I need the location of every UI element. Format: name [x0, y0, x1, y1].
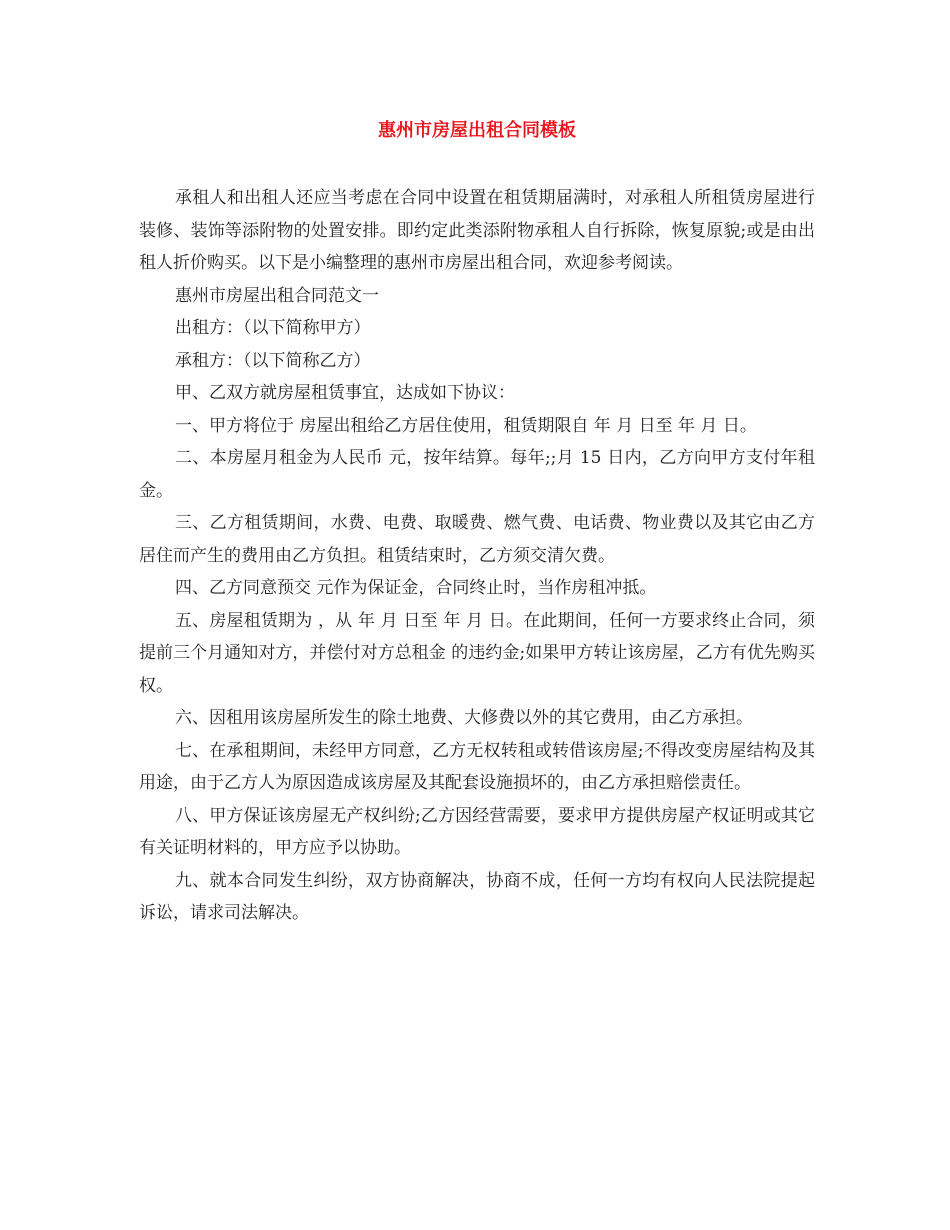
agreement-intro: 甲、乙双方就房屋租赁事宜，达成如下协议：	[175, 383, 515, 403]
document-body	[139, 182, 815, 930]
clause-1: 一、甲方将位于 房屋出租给乙方居住使用，租赁期限自 年 月 日至 年 月 日。	[175, 415, 757, 436]
sample-heading: 惠州市房屋出租合同范文一	[175, 285, 379, 306]
clause-3: 三、乙方租赁期间，水费、电费、取暖费、燃气费、电话费、物业费以及其它由乙方居住而产生的费用由乙方负担。租赁结束时，乙方须交清欠费。	[139, 513, 815, 566]
clause-4: 四、乙方同意预交 元作为保证金，合同终止时，当作房租冲抵。	[175, 578, 657, 598]
clause-8: 八、甲方保证该房屋无产权纠纷;乙方因经营需要，要求甲方提供房屋产权证明或其它有关证明材料的，甲方应予以协助。	[139, 805, 815, 858]
clause-6: 六、因租用该房屋所发生的除土地费、大修费以外的其它费用，由乙方承担。	[175, 708, 753, 728]
lessor-line: 出租方：（以下简称甲方）	[175, 318, 371, 338]
clause-9: 九、就本合同发生纠纷，双方协商解决，协商不成，任何一方均有权向人民法院提起诉讼，请求司法解决。	[139, 870, 815, 923]
intro-paragraph: 承租人和出租人还应当考虑在合同中设置在租赁期届满时，对承租人所租赁房屋进行装修、装饰等添附物的处置安排。即约定此类添附物承租人自行拆除，恢复原貌;或是由出租人折价购买。以下是小编整理的惠州市房屋出租合同，欢迎参考阅读。	[139, 188, 815, 273]
document-title: 惠州市房屋出租合同模板	[378, 120, 576, 141]
lessee-line: 承租方：（以下简称乙方）	[175, 350, 371, 371]
clause-5: 五、房屋租赁期为 ，从 年 月 日至 年 月 日。在此期间，任何一方要求终止合同，须提前三个月通知对方，并偿付对方总租金 的违约金;如果甲方转让该房屋，乙方有优先购买权。	[139, 610, 815, 696]
clause-7: 七、在承租期间，未经甲方同意，乙方无权转租或转借该房屋;不得改变房屋结构及其用途，由于乙方人为原因造成该房屋及其配套设施损坏的，由乙方承担赔偿责任。	[139, 740, 815, 793]
clause-2: 二、本房屋月租金为人民币 元，按年结算。每年;;月 15 日内，乙方向甲方支付年租金。	[139, 448, 815, 501]
